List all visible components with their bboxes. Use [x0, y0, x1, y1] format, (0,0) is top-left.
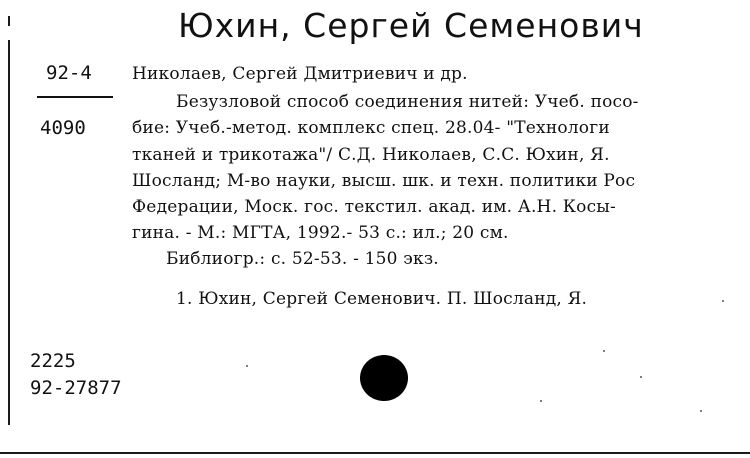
author-mark: 4090 — [40, 117, 86, 139]
accession-number: 2225 — [30, 350, 76, 372]
handwritten-heading: Юхин, Сергей Семенович — [178, 6, 644, 45]
speck — [700, 410, 702, 412]
description-line: Безузловой способ соединения нитей: Учеб. посо- — [176, 92, 639, 112]
bibliography-note: Библиогр.: с. 52-53. - 150 экз. — [166, 249, 439, 269]
inventory-number: 92-27877 — [30, 377, 122, 399]
call-number-divider — [37, 96, 113, 98]
bottom-edge-rule — [0, 452, 750, 454]
speck — [540, 400, 542, 402]
speck — [246, 365, 248, 367]
ink-blot — [360, 355, 408, 401]
description-line: Федерации, Моск. гос. текстил. акад. им. А.Н. Косы- — [132, 197, 616, 217]
description-line: гина. - М.: МГТА, 1992.- 53 с.: ил.; 20 см. — [132, 223, 509, 243]
tracing-line: 1. Юхин, Сергей Семенович. П. Шосланд, Я. — [176, 289, 588, 309]
left-margin-rule — [8, 40, 10, 425]
description-line: бие: Учеб.-метод. комплекс спец. 28.04- "Технологи — [132, 118, 610, 138]
call-number: 92-4 — [46, 62, 92, 84]
speck — [640, 376, 642, 378]
main-entry: Николаев, Сергей Дмитриевич и др. — [132, 64, 468, 84]
speck — [603, 350, 605, 352]
description-line: тканей и трикотажа"/ С.Д. Николаев, С.С. Юхин, Я. — [132, 145, 610, 165]
punch-mark — [8, 16, 10, 26]
description-line: Шосланд; М-во науки, высш. шк. и техн. политики Рос — [132, 171, 636, 191]
speck — [722, 300, 724, 302]
